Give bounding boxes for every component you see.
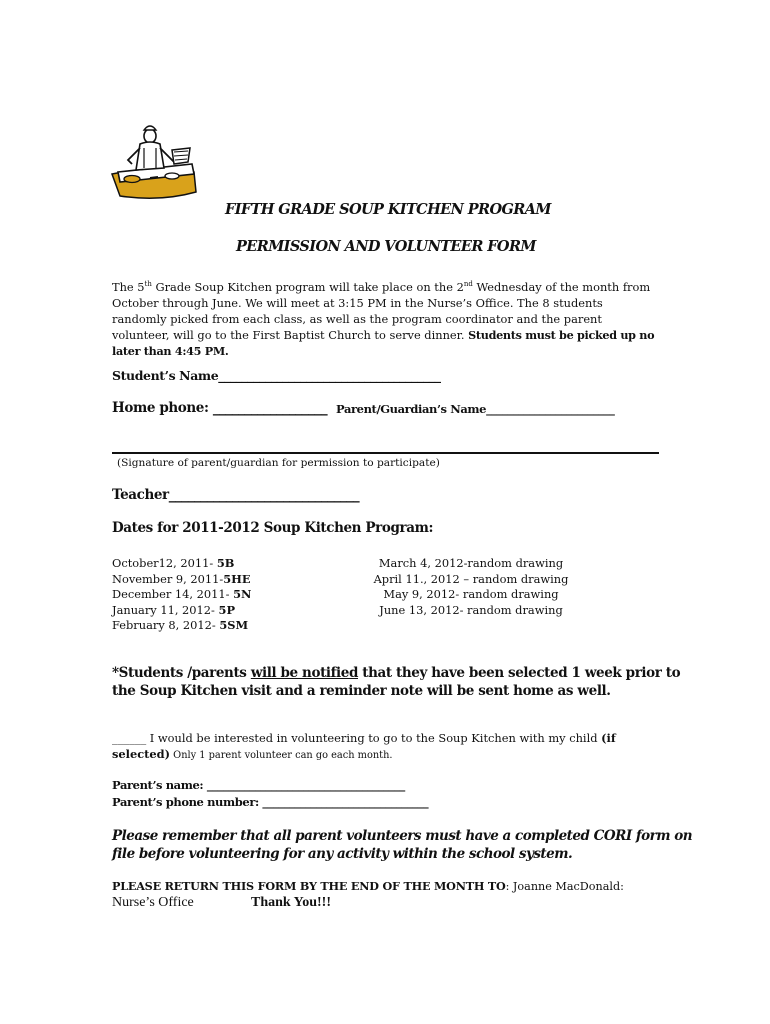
- date-item: April 11., 2012 – random drawing: [373, 571, 569, 586]
- volunteer-checkbox-line[interactable]: ______ I would be interested in volunteering to go to the Soup Kitchen with my child: [112, 731, 602, 745]
- nurses-office: Nurse’s Office: [112, 895, 194, 910]
- thank-you: Thank You!!!: [251, 895, 332, 910]
- form-subtitle: PERMISSION AND VOLUNTEER FORM: [236, 238, 536, 255]
- guardian-name-field[interactable]: Parent/Guardian’s Name________________________: [336, 402, 615, 416]
- date-item: February 8, 2012- 5SM: [112, 618, 249, 632]
- cori-reminder: Please remember that all parent volunteers must have a completed CORI form on file before volunteering for any activity within the school system.: [112, 828, 693, 862]
- signature-line[interactable]: [112, 452, 659, 454]
- dates-heading: Dates for 2011-2012 Soup Kitchen Program:: [112, 520, 434, 536]
- volunteer-interest: ______ I would be interested in volunteering to go to the Soup Kitchen with my child (if selected) Only 1 parent volunteer can go each month.: [112, 731, 616, 761]
- chef-cooking-clipart-icon: [110, 122, 202, 204]
- date-item: November 9, 2011-5HE: [112, 571, 251, 586]
- date-item: October12, 2011- 5B: [112, 556, 235, 570]
- intro-paragraph: [112, 276, 654, 359]
- dates-right-list: [366, 556, 576, 618]
- teacher-field[interactable]: Teacher______________________________: [112, 487, 360, 503]
- intro-line-3: randomly picked from each class, as well as the program coordinator and the parent: [112, 311, 602, 326]
- date-item: June 13, 2012- random drawing: [379, 602, 563, 617]
- return-instructions: PLEASE RETURN THIS FORM BY THE END OF THE MONTH TO: Joanne MacDonald:: [112, 879, 624, 893]
- pickup-deadline: later than 4:45 PM.: [112, 343, 229, 358]
- intro-line-2: October through June. We will meet at 3:15 PM in the Nurse’s Office. The 8 students: [112, 295, 603, 310]
- date-item: January 11, 2012- 5P: [112, 602, 236, 617]
- date-item: May 9, 2012- random drawing: [383, 587, 559, 601]
- notification-notice: *Students /parents will be notified that they have been selected 1 week prior to the Soup Kitchen visit and a reminder note will be sent home as well.: [112, 665, 681, 699]
- intro-line-4: volunteer, will go to the First Baptist Church to serve dinner. Students must be picked up no: [112, 327, 655, 342]
- parent-phone-field[interactable]: Parent’s phone number: _______________________________: [112, 795, 429, 809]
- form-title: FIFTH GRADE SOUP KITCHEN PROGRAM: [225, 201, 551, 218]
- student-name-field[interactable]: Student’s Name______________________________________: [112, 368, 441, 383]
- dates-left-list: [112, 556, 251, 634]
- parent-name-field[interactable]: Parent’s name: _____________________________________: [112, 778, 405, 792]
- home-phone-field[interactable]: Home phone: __________________: [112, 400, 328, 416]
- signature-caption: (Signature of parent/guardian for permission to participate): [117, 457, 440, 469]
- intro-line-1: The 5th Grade Soup Kitchen program will take place on the 2nd Wednesday of the month from: [112, 279, 651, 294]
- date-item: March 4, 2012-random drawing: [378, 556, 564, 570]
- date-item: December 14, 2011- 5N: [112, 587, 252, 601]
